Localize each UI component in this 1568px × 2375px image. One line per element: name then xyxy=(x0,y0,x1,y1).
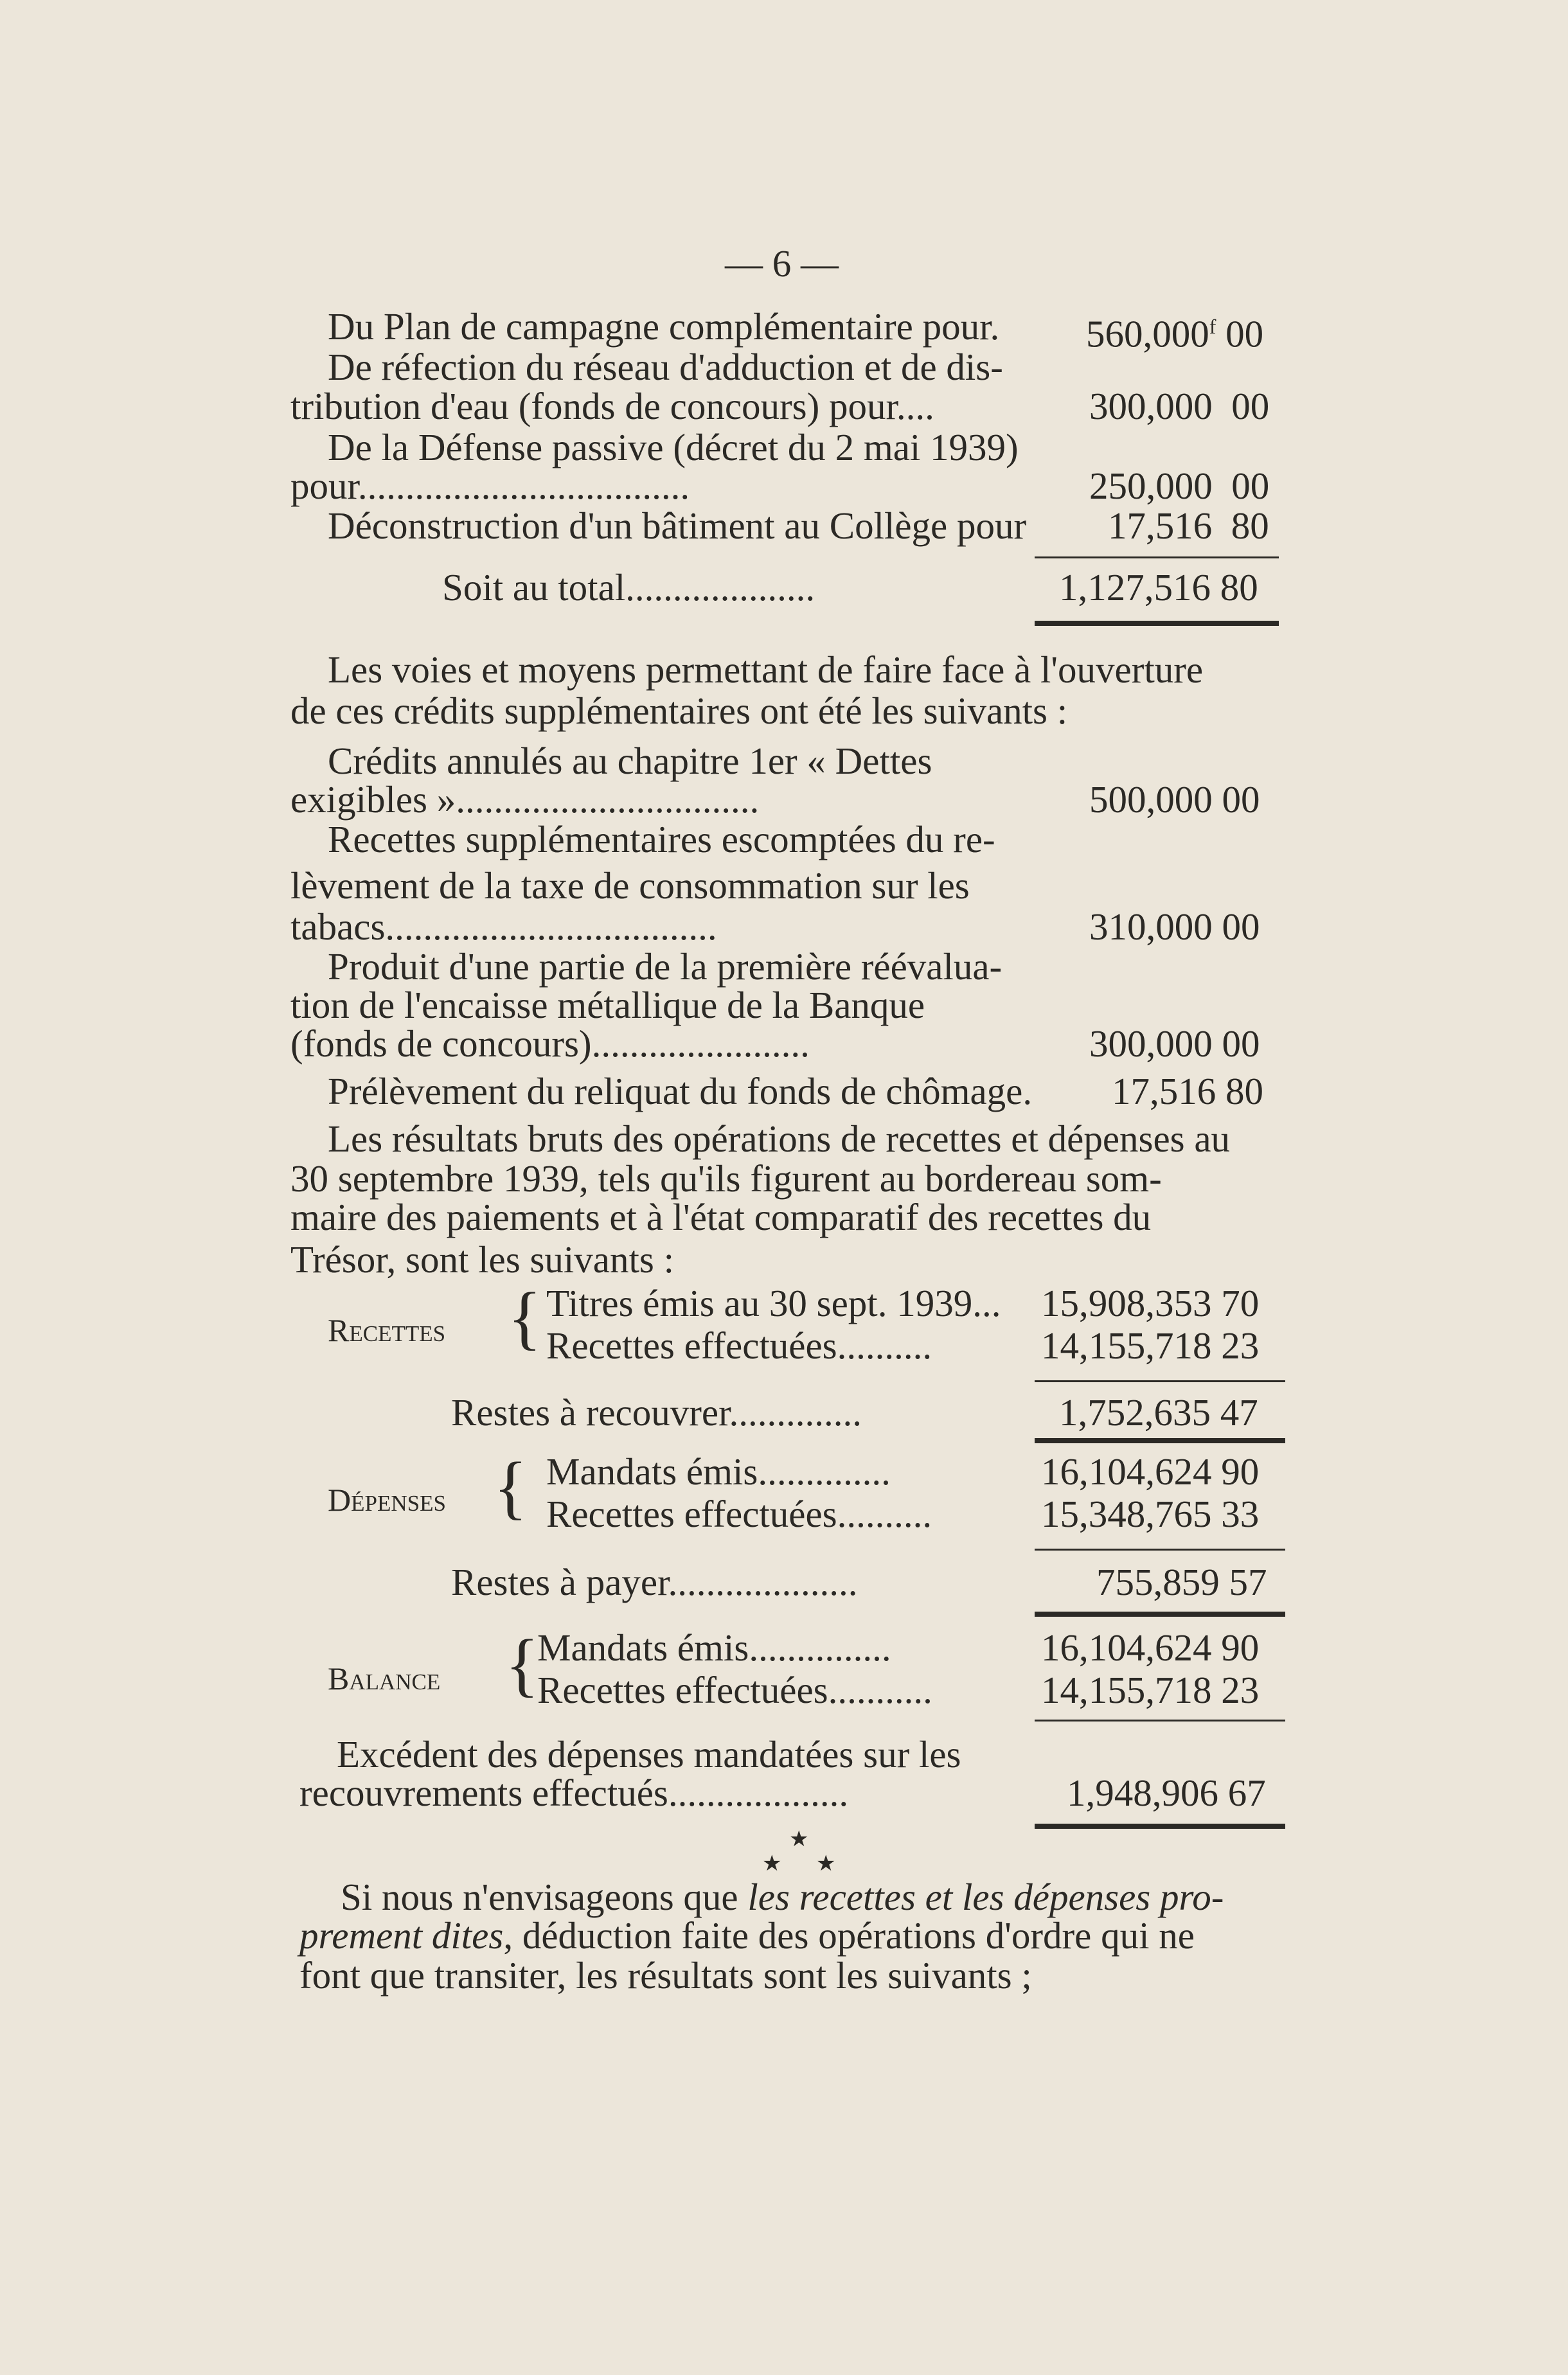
asterism-star: ★ xyxy=(789,1828,809,1851)
credit-amount-cents: 80 xyxy=(1231,504,1269,547)
recettes-brace: { xyxy=(508,1278,542,1357)
balance-label: Balance xyxy=(328,1660,441,1696)
credit-amount-cents: 00 xyxy=(1231,465,1270,507)
means-line: (fonds de concours)....................... xyxy=(290,1022,810,1065)
depenses-amount: 15,348,765 33 xyxy=(1041,1493,1260,1535)
means-amount: 310,000 00 xyxy=(1089,905,1260,948)
total-rule xyxy=(1035,621,1279,626)
credit-line: Du Plan de campagne complémentaire pour. xyxy=(328,305,1000,348)
depenses-amount: 16,104,624 90 xyxy=(1041,1450,1260,1493)
means-amount: 300,000 00 xyxy=(1089,1022,1260,1065)
credit-line: De la Défense passive (décret du 2 mai 1939) xyxy=(328,426,1019,468)
credit-amount-cents: 00 xyxy=(1231,385,1270,427)
balance-brace: { xyxy=(505,1625,539,1703)
intro-text: Les voies et moyens permettant de faire face à l'ouverture xyxy=(328,648,1204,691)
balance-amount: 16,104,624 90 xyxy=(1041,1626,1260,1669)
depenses-rest-label: Restes à payer.................... xyxy=(451,1561,858,1603)
recettes-row: Recettes effectuées.......... xyxy=(546,1324,932,1367)
intro-text: de ces crédits supplémentaires ont été les suivants : xyxy=(290,689,1068,732)
credit-total-amount: 1,127,516 80 xyxy=(1059,566,1258,609)
asterism-star: ★ xyxy=(816,1852,836,1876)
means-line: Crédits annulés au chapitre 1er « Dettes xyxy=(328,740,932,782)
means-line: Recettes supplémentaires escomptées du re- xyxy=(328,818,995,860)
excedent-text: Excédent des dépenses mandatées sur les xyxy=(337,1733,961,1775)
results-text: maire des paiements et à l'état comparatif des recettes du xyxy=(290,1196,1152,1238)
credit-amount xyxy=(1089,384,1269,428)
closing-text xyxy=(299,1914,1195,1957)
closing-text-part: , déduction faite des opérations d'ordre qui ne xyxy=(503,1914,1195,1957)
balance-row: Recettes effectuées........... xyxy=(537,1669,932,1711)
recettes-rest-amount: 1,752,635 47 xyxy=(1059,1391,1258,1434)
credit-line: De réfection du réseau d'adduction et de dis- xyxy=(328,346,1003,388)
recettes-rest-label: Restes à recouvrer.............. xyxy=(451,1391,862,1434)
balance-amount: 14,155,718 23 xyxy=(1041,1669,1260,1711)
closing-text xyxy=(341,1875,1224,1919)
means-line: tion de l'encaisse métallique de la Banque xyxy=(290,984,925,1026)
franc-sup: f xyxy=(1209,315,1216,338)
credit-amount-cents: 00 xyxy=(1225,312,1264,355)
means-amount: 500,000 00 xyxy=(1089,778,1260,821)
sum-rule xyxy=(1035,1549,1285,1551)
closing-text-part: Si nous n'envisageons que xyxy=(341,1876,748,1918)
total-rule xyxy=(1035,1438,1285,1443)
recettes-amount: 14,155,718 23 xyxy=(1041,1324,1260,1367)
page-number: — 6 — xyxy=(725,242,839,285)
depenses-row: Mandats émis.............. xyxy=(546,1450,891,1493)
asterism-star: ★ xyxy=(762,1852,782,1876)
credit-line: pour................................... xyxy=(290,465,690,507)
sum-rule xyxy=(1035,1720,1285,1721)
credit-amount-value: 300,000 xyxy=(1089,385,1213,427)
means-line: lèvement de la taxe de consommation sur les xyxy=(290,864,970,907)
sum-rule xyxy=(1035,1380,1285,1382)
credit-amount-value: 17,516 xyxy=(1108,504,1213,547)
credit-amount-value: 250,000 xyxy=(1089,465,1213,507)
means-line: tabacs................................... xyxy=(290,905,717,948)
credit-total-label: Soit au total.................... xyxy=(442,566,815,609)
means-line: Prélèvement du reliquat du fonds de chômage. xyxy=(328,1070,1033,1112)
recettes-row: Titres émis au 30 sept. 1939... xyxy=(546,1282,1001,1324)
recettes-label: Recettes xyxy=(328,1312,446,1348)
credit-amount xyxy=(1089,464,1269,508)
depenses-rest-amount: 755,859 57 xyxy=(1096,1561,1267,1603)
depenses-label: Dépenses xyxy=(328,1482,446,1518)
results-text: Les résultats bruts des opérations de recettes et dépenses au xyxy=(328,1117,1231,1160)
recettes-amount: 15,908,353 70 xyxy=(1041,1282,1260,1324)
credit-amount xyxy=(1108,504,1269,547)
closing-text: font que transiter, les résultats sont les suivants ; xyxy=(299,1954,1032,1997)
balance-row: Mandats émis............... xyxy=(537,1626,891,1669)
credit-line: Déconstruction d'un bâtiment au Collège pour xyxy=(328,504,1027,547)
means-line: exigibles »................................ xyxy=(290,778,760,821)
means-line: Produit d'une partie de la première réévalua- xyxy=(328,945,1002,988)
total-rule xyxy=(1035,1612,1285,1617)
credit-amount-value: 560,000 xyxy=(1086,312,1209,355)
results-text: Trésor, sont les suivants : xyxy=(290,1238,674,1281)
total-rule xyxy=(1035,1824,1285,1829)
means-amount: 17,516 80 xyxy=(1112,1070,1263,1112)
results-text: 30 septembre 1939, tels qu'ils figurent au bordereau som- xyxy=(290,1157,1162,1200)
closing-text-italic: les recettes et les dépenses pro- xyxy=(747,1876,1224,1918)
closing-text-italic: prement dites xyxy=(299,1914,504,1957)
credit-amount xyxy=(1086,305,1263,356)
credit-line: tribution d'eau (fonds de concours) pour.... xyxy=(290,385,934,427)
depenses-brace: { xyxy=(494,1448,528,1526)
depenses-row: Recettes effectuées.......... xyxy=(546,1493,932,1535)
excedent-text: recouvrements effectués................... xyxy=(299,1772,849,1814)
excedent-amount: 1,948,906 67 xyxy=(1067,1772,1266,1814)
sum-rule xyxy=(1035,556,1279,558)
